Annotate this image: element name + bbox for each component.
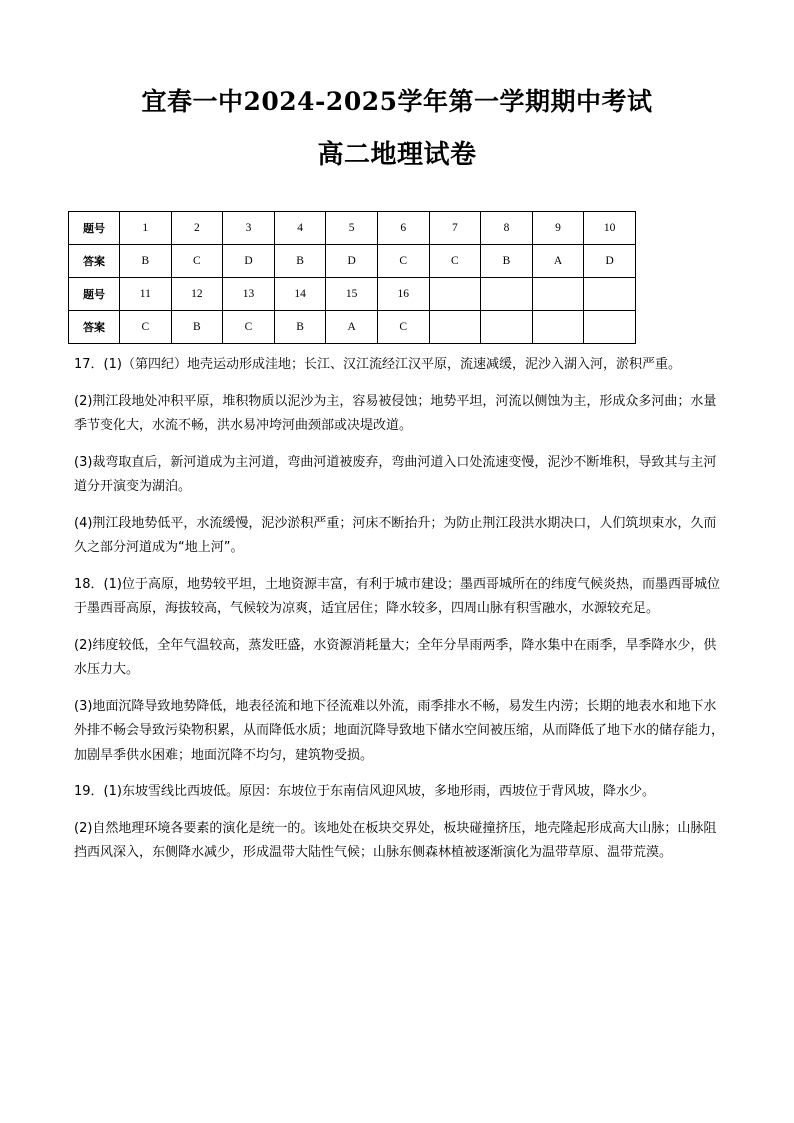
answer-17-1: 17．(1)（第四纪）地壳运动形成洼地；长江、汉江流经江汉平原，流速减缓，泥沙入湖入河，淤积严重。 — [74, 357, 681, 372]
question-number-cell: 13 — [223, 278, 275, 311]
question-number-cell: 4 — [274, 212, 326, 245]
answer-cell: B — [274, 311, 326, 344]
question-number-cell: 2 — [171, 212, 223, 245]
question-number-cell: 5 — [326, 212, 378, 245]
answer-cell: C — [377, 311, 429, 344]
answer-cell: B — [274, 245, 326, 278]
question-number-cell — [481, 278, 533, 311]
question-number-cell: 11 — [120, 278, 172, 311]
question-number-header: 题号 — [69, 212, 120, 245]
question-number-cell — [429, 278, 481, 311]
table-row — [69, 212, 636, 245]
question-number-cell: 7 — [429, 212, 481, 245]
answer-cell: C — [377, 245, 429, 278]
answer-cell: C — [223, 311, 275, 344]
question-number-cell: 14 — [274, 278, 326, 311]
question-number-header: 题号 — [69, 278, 120, 311]
answer-cell — [429, 311, 481, 344]
answer-cell: C — [171, 245, 223, 278]
answer-cell: A — [326, 311, 378, 344]
table-row — [69, 245, 636, 278]
answer-19-2: (2)自然地理环境各要素的演化是统一的。该地处在板块交界处，板块碰撞挤压，地壳隆起形成高大山脉；山脉阻挡西风深入，东侧降水减少，形成温带大陆性气候；山脉东侧森林植被逐渐演化为温带草原、温带荒漠。 — [74, 820, 717, 860]
answer-cell: C — [429, 245, 481, 278]
answer-cell: D — [326, 245, 378, 278]
answer-17-2: (2)荆江段地处冲积平原，堆积物质以泥沙为主，容易被侵蚀；地势平坦，河流以侧蚀为主，形成众多河曲；水量季节变化大，水流不畅，洪水易冲垮河曲颈部或决堤改道。 — [74, 393, 717, 433]
table-row — [69, 278, 636, 311]
answer-header: 答案 — [69, 245, 120, 278]
answer-content — [74, 353, 724, 878]
question-number-cell: 6 — [377, 212, 429, 245]
answer-cell: B — [481, 245, 533, 278]
question-number-cell: 15 — [326, 278, 378, 311]
answer-cell: C — [120, 311, 172, 344]
answer-17-4: (4)荆江段地势低平，水流缓慢，泥沙淤积严重；河床不断抬升；为防止荆江段洪水期决口，人们筑坝束水，久而久之部分河道成为“地上河”。 — [74, 515, 717, 555]
question-number-cell — [532, 278, 584, 311]
question-number-cell: 1 — [120, 212, 172, 245]
answer-18-2: (2)纬度较低，全年气温较高，蒸发旺盛，水资源消耗量大；全年分旱雨两季，降水集中在雨季，旱季降水少，供水压力大。 — [74, 637, 717, 677]
answer-cell: B — [171, 311, 223, 344]
answer-header: 答案 — [69, 311, 120, 344]
answer-cell — [481, 311, 533, 344]
answer-18-1: 18．(1)位于高原，地势较平坦，土地资源丰富，有利于城市建设；墨西哥城所在的纬度气候炎热，而墨西哥城位于墨西哥高原，海拔较高，气候较为凉爽，适宜居住；降水较多，四周山脉有积雪融水，水源较充足。 — [74, 576, 720, 616]
question-number-cell: 10 — [584, 212, 636, 245]
question-number-cell: 12 — [171, 278, 223, 311]
table-row — [69, 311, 636, 344]
question-number-cell: 16 — [377, 278, 429, 311]
exam-title: 宜春一中2024-2025学年第一学期期中考试 — [141, 87, 653, 116]
answer-cell: D — [223, 245, 275, 278]
question-number-cell — [584, 278, 636, 311]
answer-cell — [532, 311, 584, 344]
question-number-cell: 8 — [481, 212, 533, 245]
answer-cell: D — [584, 245, 636, 278]
answer-cell: B — [120, 245, 172, 278]
answer-18-3: (3)地面沉降导致地势降低，地表径流和地下径流难以外流，雨季排水不畅，易发生内涝；长期的地表水和地下水外排不畅会导致污染物积累，从而降低水质；地面沉降导致地下储水空间被压缩，从而降低了地下水的储存能力，加剧旱季供水困难；地面沉降不均匀，建筑物受损。 — [74, 698, 725, 763]
answer-table — [68, 211, 636, 344]
answer-cell: A — [532, 245, 584, 278]
answer-cell — [584, 311, 636, 344]
question-number-cell: 3 — [223, 212, 275, 245]
exam-subtitle: 高二地理试卷 — [317, 140, 477, 170]
answer-19-1: 19．(1)东坡雪线比西坡低。原因：东坡位于东南信风迎风坡，多地形雨，西坡位于背风坡，降水少。 — [74, 784, 655, 799]
question-number-cell: 9 — [532, 212, 584, 245]
answer-17-3: (3)裁弯取直后，新河道成为主河道，弯曲河道被废弃，弯曲河道入口处流速变慢，泥沙不断堆积，导致其与主河道分开演变为湖泊。 — [74, 454, 717, 494]
